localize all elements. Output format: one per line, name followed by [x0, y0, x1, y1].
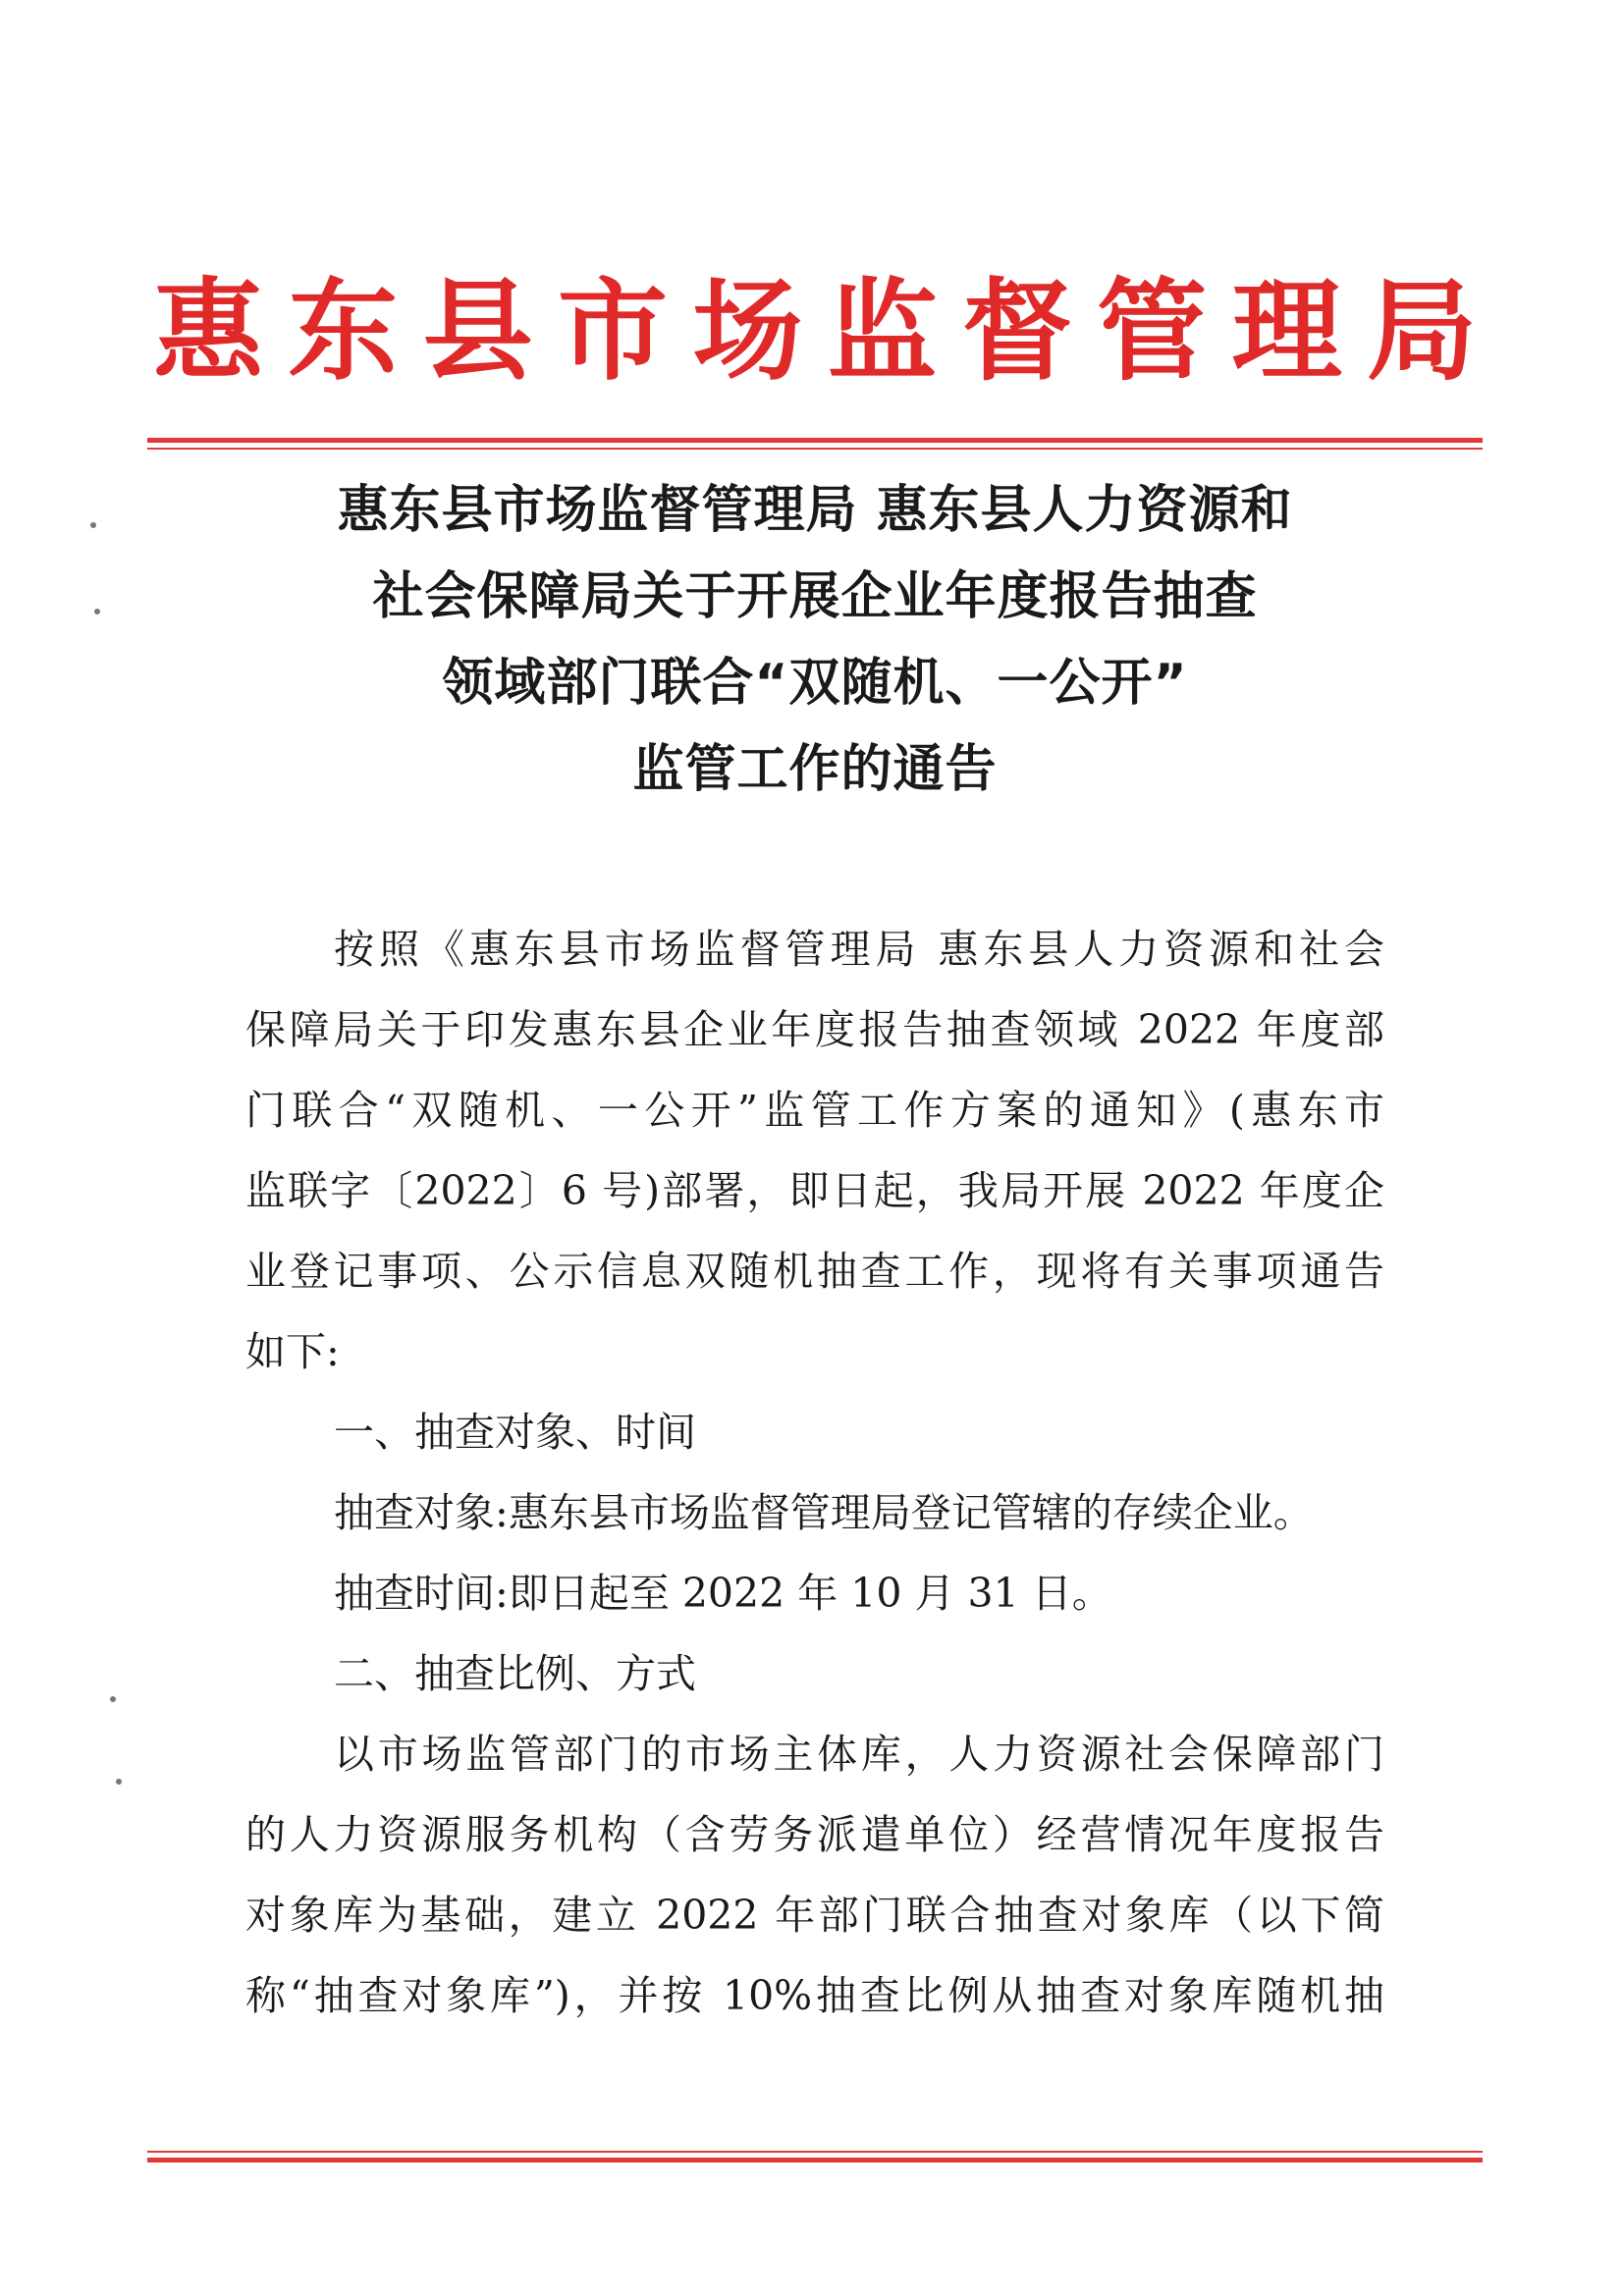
title-line: 监管工作的通告: [632, 740, 998, 799]
org-char: 东: [288, 267, 399, 396]
section2-line: 称“抽查对象库”)，并按 10%抽查比例从抽查对象库随机抽: [245, 1972, 1384, 2019]
red-footer-rule: [147, 2151, 1483, 2163]
binding-hole-mark: [94, 609, 100, 614]
section2-line: 以市场监管部门的市场主体库，人力资源社会保障部门: [334, 1731, 1384, 1778]
binding-hole-mark: [110, 1696, 116, 1702]
org-char: 县: [422, 267, 533, 396]
section2-line: 对象库为基础，建立 2022 年部门联合抽查对象库（以下简: [245, 1892, 1384, 1939]
intro-line: 保障局关于印发惠东县企业年度报告抽查领域 2022 年度部: [245, 1006, 1384, 1053]
org-char: 市: [557, 267, 668, 396]
intro-line: 如下:: [245, 1328, 340, 1375]
issuing-organization-header: [147, 263, 1483, 400]
intro-line: 按照《惠东县市场监督管理局 惠东县人力资源和社会: [334, 926, 1384, 973]
org-char: 局: [1366, 267, 1477, 396]
rule-thin-line: [147, 2151, 1483, 2153]
org-char: 督: [961, 267, 1072, 396]
intro-line: 门联合“双随机、一公开”监管工作方案的通知》(惠东市: [245, 1087, 1384, 1134]
title-line: 社会保障局关于开展企业年度报告抽查: [372, 567, 1258, 626]
notice-body: [245, 909, 1384, 2036]
inspection-object: 抽查对象:惠东县市场监督管理局登记管辖的存续企业。: [334, 1489, 1314, 1536]
org-char: 管: [1097, 267, 1208, 396]
title-line: 惠东县市场监督管理局 惠东县人力资源和: [337, 481, 1293, 540]
section-heading-1: 一、抽查对象、时间: [334, 1409, 696, 1456]
title-line: 领域部门联合“双随机、一公开”: [442, 654, 1188, 713]
red-header-rule: [147, 438, 1483, 450]
rule-thick-line: [147, 2158, 1483, 2163]
inspection-time: 抽查时间:即日起至 2022 年 10 月 31 日。: [334, 1570, 1112, 1617]
org-char: 惠: [153, 267, 263, 396]
binding-hole-mark: [90, 522, 96, 528]
intro-line: 业登记事项、公示信息双随机抽查工作，现将有关事项通告: [245, 1248, 1384, 1295]
org-char: 场: [692, 267, 803, 396]
rule-thin-line: [147, 448, 1483, 450]
binding-hole-mark: [116, 1779, 122, 1785]
section2-line: 的人力资源服务机构（含劳务派遣单位）经营情况年度报告: [245, 1811, 1384, 1858]
section-heading-2: 二、抽查比例、方式: [334, 1650, 696, 1697]
org-char: 监: [827, 267, 938, 396]
org-char: 理: [1231, 267, 1342, 396]
rule-thick-line: [147, 438, 1483, 443]
intro-line: 监联字〔2022〕6 号)部署，即日起，我局开展 2022 年度企: [245, 1167, 1384, 1214]
notice-title: [147, 467, 1483, 813]
